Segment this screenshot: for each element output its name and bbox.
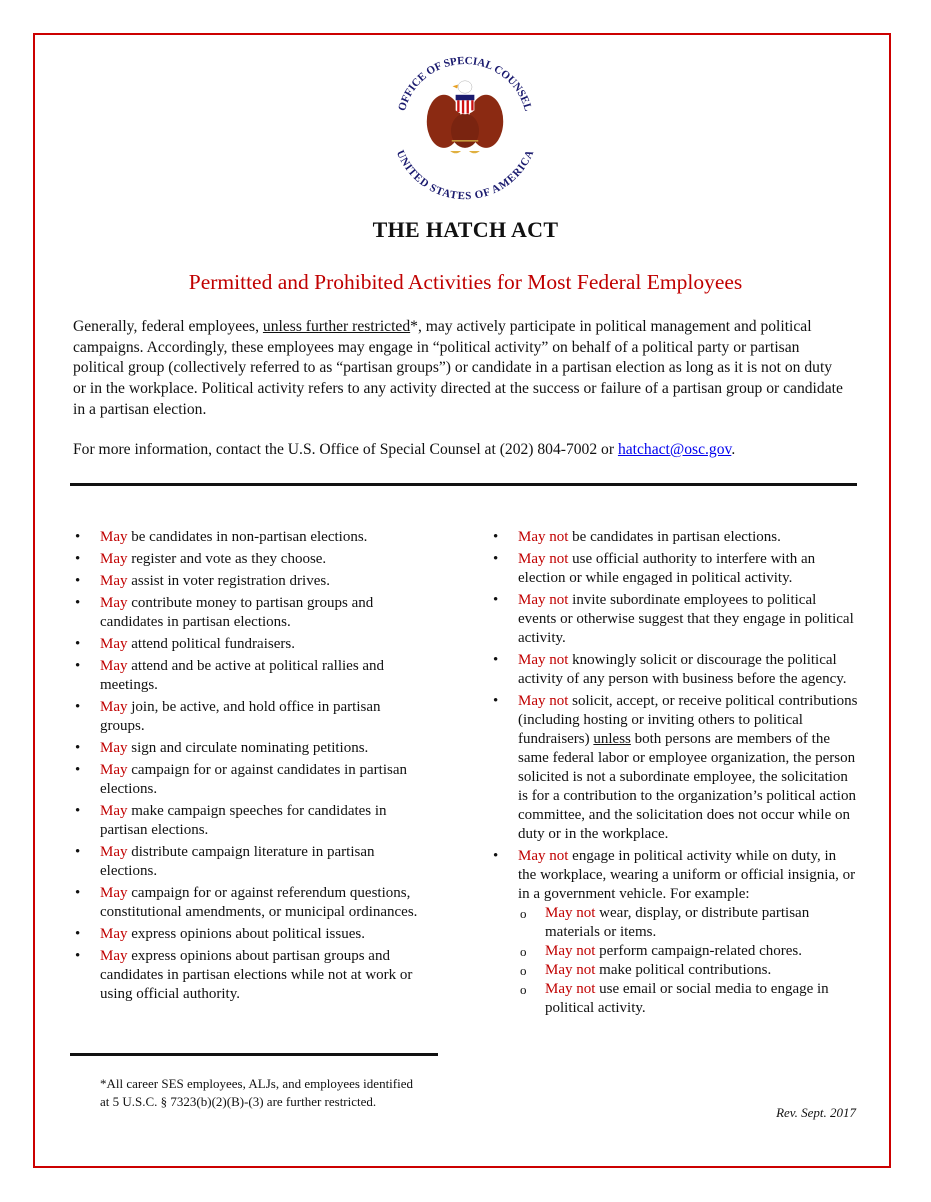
item-lead: May: [100, 699, 128, 715]
bullet-icon: •: [75, 573, 81, 589]
bullet-icon: •: [75, 740, 81, 756]
item-lead: May not: [518, 551, 569, 567]
item-text: make political contributions.: [595, 962, 772, 978]
intro-text-rest: *, may actively participate in political management and political campaigns. Accordingly, these employees may engage in “political activity” on behalf of a political party or partisan political group (collectively referred to as “partisan groups”) or candidate in a partisan election as long as it is not on duty or in the workplace. Political activity refers to any activity directed at the success or failure of a partisan group or candidate in a partisan election.: [73, 318, 843, 418]
sub-list-item: [520, 961, 858, 980]
list-item: [75, 698, 420, 736]
item-lead: May: [100, 885, 128, 901]
circle-bullet-icon: o: [520, 982, 527, 997]
bullet-icon: •: [75, 762, 81, 778]
item-text: perform campaign-related chores.: [595, 943, 802, 959]
list-item: [493, 550, 858, 588]
item-lead: May: [100, 573, 128, 589]
item-lead: May: [100, 926, 128, 942]
bullet-icon: •: [75, 926, 81, 942]
circle-bullet-icon: o: [520, 906, 527, 921]
list-item: [493, 591, 858, 648]
item-text: attend political fundraisers.: [127, 636, 295, 652]
list-item: [75, 739, 420, 758]
list-item: [75, 947, 420, 1004]
bullet-icon: •: [493, 529, 499, 545]
item-lead: May not: [518, 693, 569, 709]
footnote-divider: [70, 1053, 438, 1056]
item-text: make campaign speeches for candidates in partisan elections.: [100, 803, 387, 838]
list-item: [75, 635, 420, 654]
bullet-icon: •: [75, 885, 81, 901]
sub-list-item: [520, 904, 858, 942]
item-lead: May: [100, 948, 128, 964]
item-lead: May not: [518, 652, 569, 668]
sub-list-item: [520, 980, 858, 1018]
list-item: [493, 651, 858, 689]
item-lead: May not: [545, 981, 596, 997]
sub-list-item: [520, 942, 858, 961]
contact-line: [73, 441, 735, 459]
bullet-icon: •: [493, 693, 499, 709]
list-item: [75, 528, 420, 547]
item-text: contribute money to partisan groups and candidates in partisan elections.: [100, 595, 374, 630]
item-text: wear, display, or distribute partisan materials or items.: [545, 905, 810, 940]
bullet-icon: •: [75, 948, 81, 964]
list-item: [75, 761, 420, 799]
list-item: [75, 594, 420, 632]
email-link[interactable]: hatchact@osc.gov: [617, 441, 732, 458]
list-item: [75, 925, 420, 944]
item-text: knowingly solicit or discourage the political activity of any person with business before the agency.: [518, 652, 847, 687]
item-lead: May: [100, 529, 128, 545]
item-lead: May not: [545, 905, 596, 921]
sub-list: [518, 904, 858, 1018]
item-underlined: unless: [593, 731, 631, 747]
item-lead: May not: [518, 848, 569, 864]
circle-bullet-icon: o: [520, 944, 527, 959]
item-text: join, be active, and hold office in partisan groups.: [100, 699, 381, 734]
list-item: [493, 847, 858, 1018]
bullet-icon: •: [75, 803, 81, 819]
item-text: invite subordinate employees to political events or otherwise suggest that they engage in political activity.: [518, 592, 854, 646]
revision-date: Rev. Sept. 2017: [776, 1105, 856, 1120]
item-text: solicit, accept, or receive political contributions (including hosting or inviting others to political fundraisers): [518, 693, 858, 747]
bullet-icon: •: [75, 595, 81, 611]
item-text: campaign for or against referendum questions, constitutional amendments, or municipal ordinances.: [100, 885, 418, 920]
list-item: [75, 550, 420, 569]
item-text: register and vote as they choose.: [127, 551, 327, 567]
item-text: use email or social media to engage in political activity.: [545, 981, 829, 1016]
item-text: be candidates in partisan elections.: [568, 529, 781, 545]
bullet-icon: •: [75, 551, 81, 567]
page-title: THE HATCH ACT: [372, 217, 559, 242]
circle-bullet-icon: o: [520, 963, 527, 978]
item-text: express opinions about partisan groups and candidates in partisan elections while not at work or using official authority.: [100, 948, 413, 1002]
bullet-icon: •: [75, 658, 81, 674]
list-item: [75, 572, 420, 591]
list-item: [493, 528, 858, 547]
list-item: [493, 692, 858, 844]
item-lead: May not: [545, 962, 596, 978]
bullet-icon: •: [75, 699, 81, 715]
bullet-icon: •: [493, 652, 499, 668]
footnote: *All career SES employees, ALJs, and employees identified at 5 U.S.C. § 7323(b)(2)(B)-(3) are further restricted.: [100, 1076, 414, 1109]
contact-text: For more information, contact the U.S. Office of Special Counsel at (202) 804-7002 or: [73, 441, 618, 458]
osc-seal-logo: [388, 46, 542, 206]
item-text: express opinions about political issues.: [127, 926, 365, 942]
item-lead: May not: [518, 592, 569, 608]
bullet-icon: •: [75, 636, 81, 652]
item-lead: May: [100, 658, 128, 674]
bullet-icon: •: [493, 592, 499, 608]
bullet-icon: •: [75, 529, 81, 545]
item-text-rest: both persons are members of the same federal labor or employee organization, the person solicited is not a subordinate employee, the solicitation is for a contribution to the organization’s political action committee, and the solicitation does not occur while on duty or in the workplace.: [518, 731, 856, 842]
item-lead: May: [100, 636, 128, 652]
intro-underlined: unless further restricted: [262, 318, 411, 335]
item-text: be candidates in non-partisan elections.: [127, 529, 368, 545]
bullet-icon: •: [493, 848, 499, 864]
item-lead: May not: [518, 529, 569, 545]
item-lead: May: [100, 844, 128, 860]
permitted-activities-list: [75, 528, 420, 1007]
item-lead: May: [100, 740, 128, 756]
item-lead: May: [100, 551, 128, 567]
divider: [70, 483, 857, 486]
list-item: [75, 843, 420, 881]
bullet-icon: •: [75, 844, 81, 860]
item-lead: May not: [545, 943, 596, 959]
item-lead: May: [100, 762, 128, 778]
page-subtitle: Permitted and Prohibited Activities for Most Federal Employees: [188, 270, 743, 294]
item-text: assist in voter registration drives.: [127, 573, 330, 589]
item-lead: May: [100, 803, 128, 819]
svg-text:OFFICE OF SPECIAL COUNSEL: OFFICE OF SPECIAL COUNSEL: [395, 54, 534, 113]
intro-text: Generally, federal employees,: [73, 318, 263, 335]
prohibited-activities-list: [493, 528, 858, 1021]
list-item: [75, 802, 420, 840]
item-text: campaign for or against candidates in partisan elections.: [100, 762, 407, 797]
svg-text:UNITED STATES OF AMERICA: UNITED STATES OF AMERICA: [393, 148, 537, 203]
item-text: attend and be active at political rallies and meetings.: [100, 658, 385, 693]
item-text: distribute campaign literature in partisan elections.: [100, 844, 375, 879]
item-lead: May: [100, 595, 128, 611]
bullet-icon: •: [493, 551, 499, 567]
intro-paragraph: [73, 317, 848, 421]
contact-end: .: [731, 441, 736, 458]
item-text: engage in political activity while on duty, in the workplace, wearing a uniform or official insignia, or in a government vehicle. For example:: [518, 848, 856, 902]
list-item: [75, 884, 420, 922]
list-item: [75, 657, 420, 695]
item-text: sign and circulate nominating petitions.: [127, 740, 369, 756]
item-text: use official authority to interfere with an election or while engaged in political activity.: [518, 551, 816, 586]
